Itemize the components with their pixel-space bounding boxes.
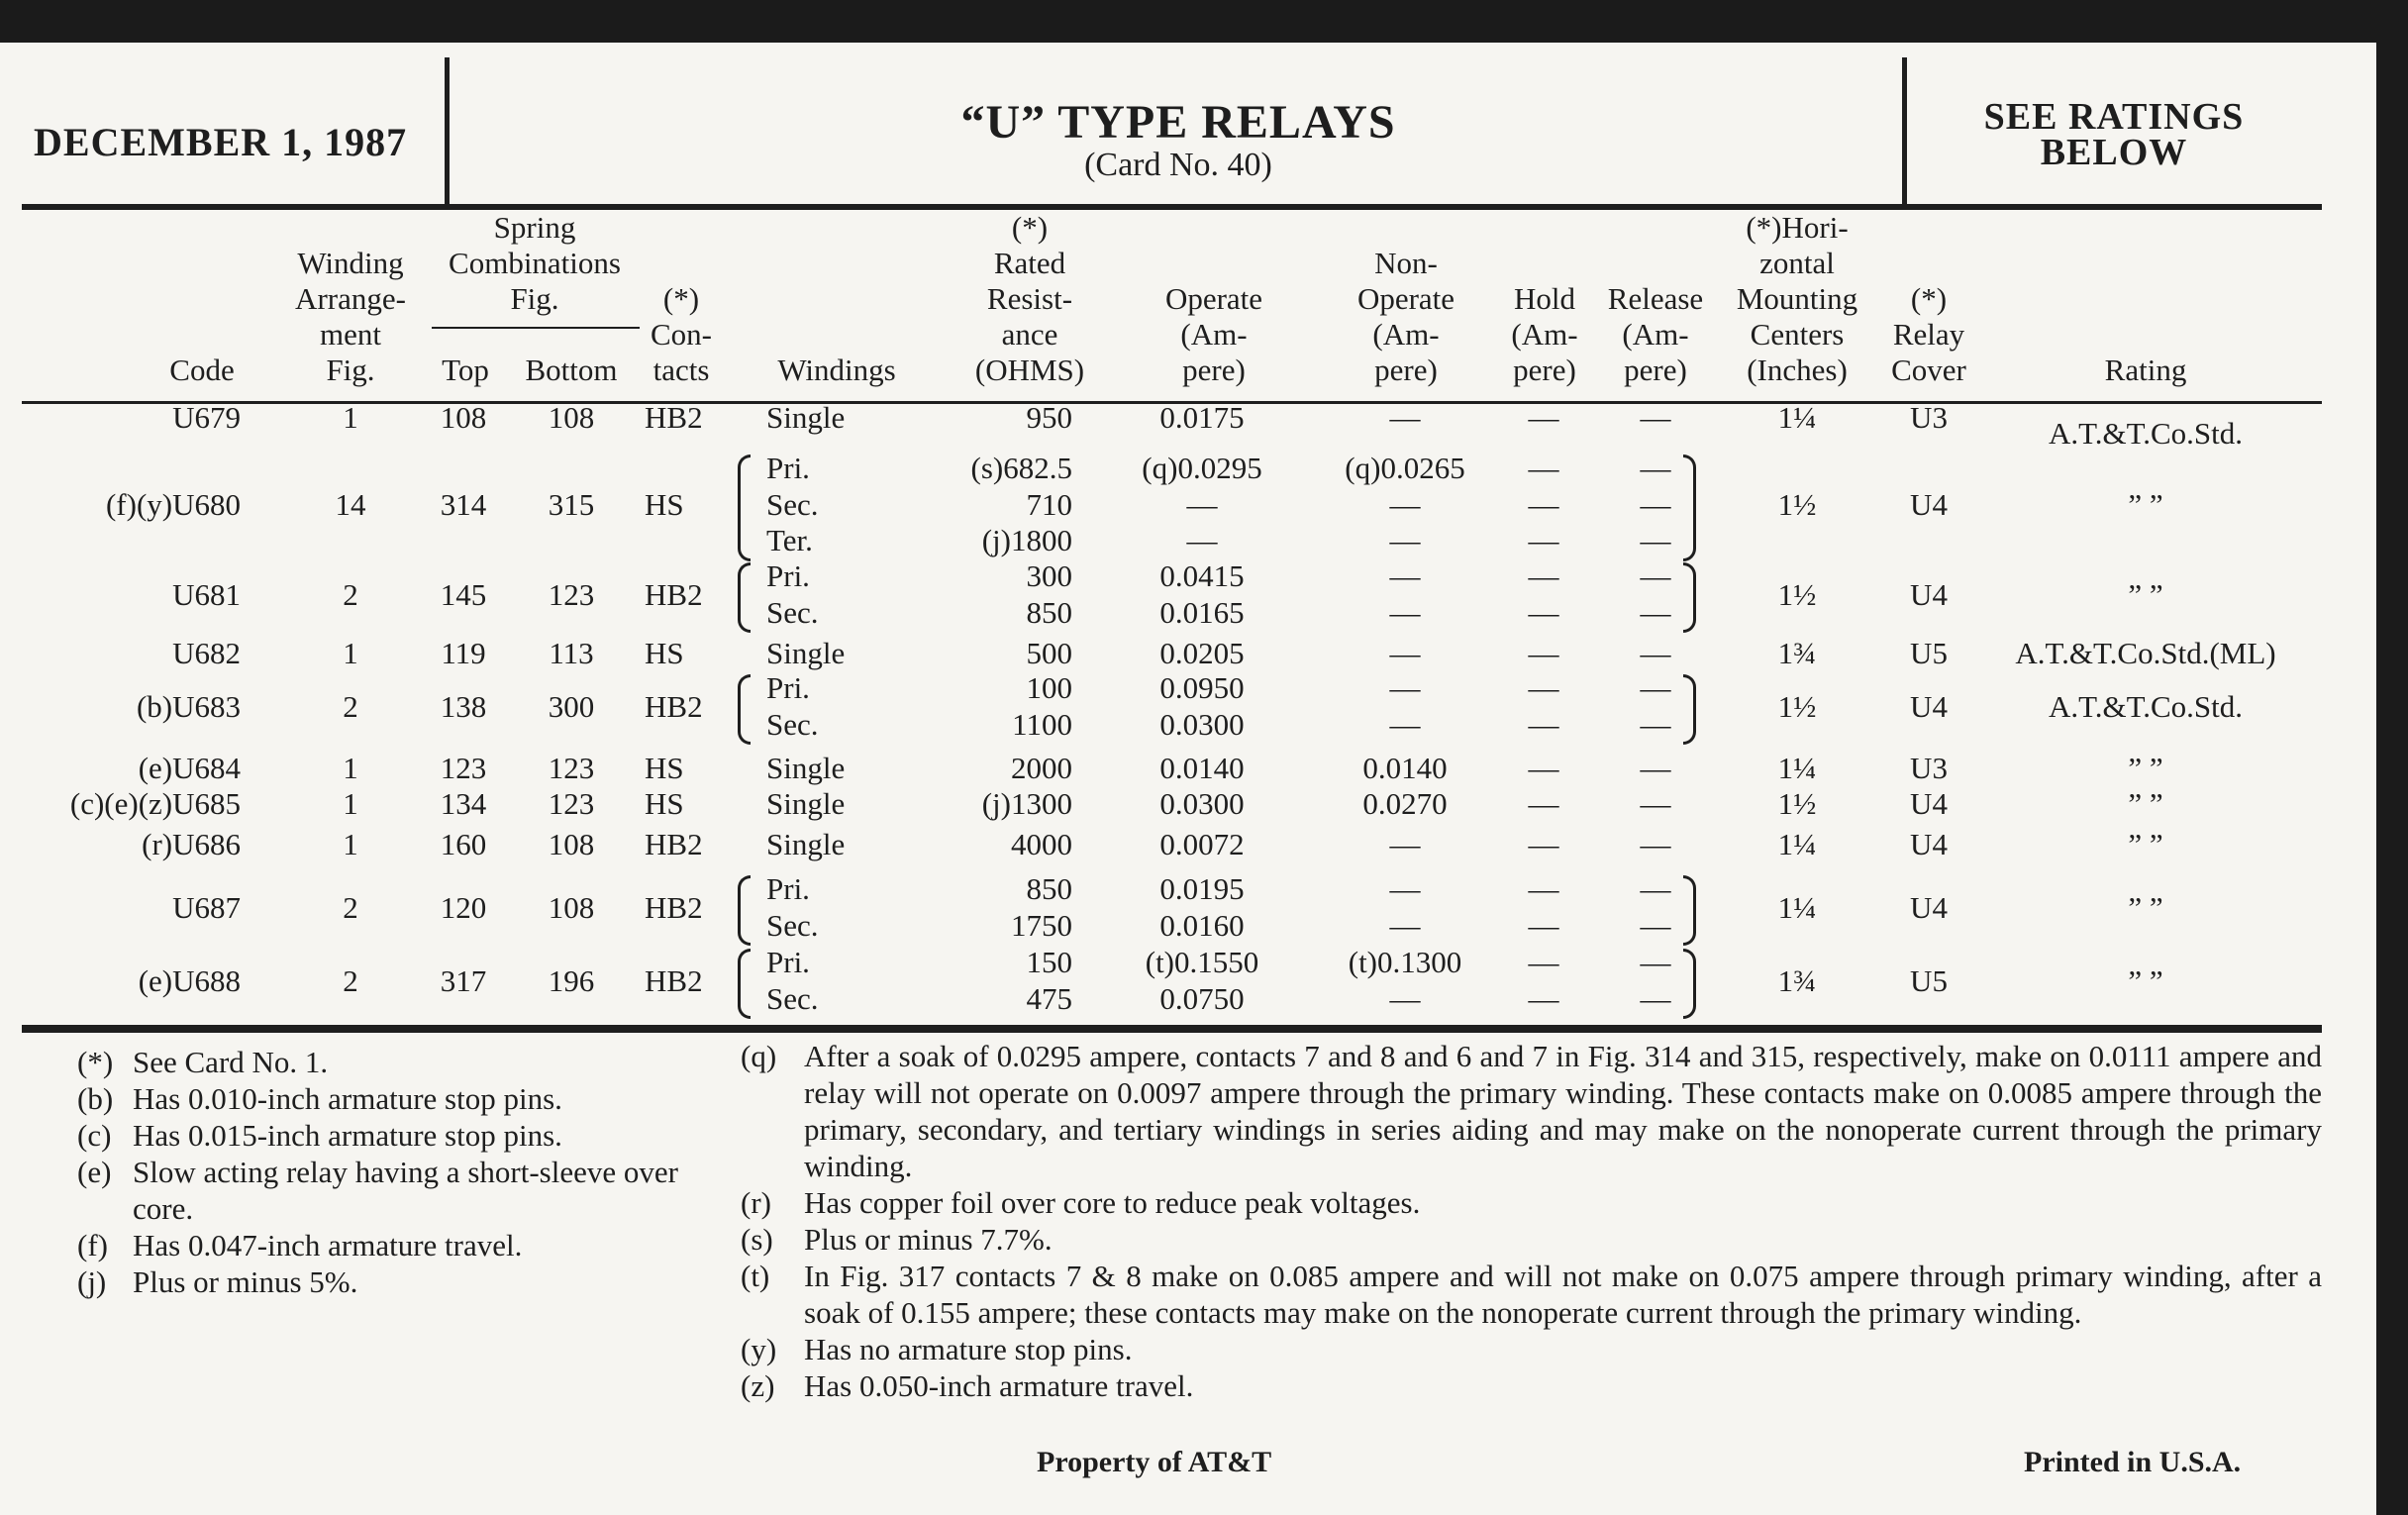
footnote-text: After a soak of 0.0295 ampere, contacts 7 and 8 and 6 and 7 in Fig. 314 and 315, respectively, make on 0.0111 ampere and relay will not operate on 0.0097 ampere through the primary winding. These contacts make on 0.0085 ampere through the primary, secondary, and tertiary windings in series aiding and may make on the nonoperate current through the primary winding.: [804, 1039, 2322, 1183]
col-mounting-line: Mounting: [1736, 281, 1858, 316]
footnote: [77, 1263, 691, 1300]
footnote: [741, 1184, 2322, 1221]
footnote-key: (z): [741, 1368, 775, 1403]
winding-name: Sec.: [766, 486, 819, 522]
rated-resistance: 850: [1026, 871, 1072, 906]
nonoperate-ampere: —: [1389, 636, 1421, 670]
winding-name: Single: [766, 400, 846, 435]
col-contacts: [651, 281, 712, 388]
contacts: HS: [645, 786, 684, 822]
contacts: HS: [645, 636, 684, 671]
footnote-key: (q): [741, 1039, 777, 1073]
footnote-text: See Card No. 1.: [133, 1045, 329, 1079]
right-brace: [1683, 875, 1696, 946]
contacts: HS: [645, 751, 684, 786]
right-brace: [1683, 562, 1696, 633]
footnote: [77, 1117, 691, 1154]
operate-ampere: —: [1186, 523, 1218, 557]
nonoperate-ampere: —: [1389, 523, 1421, 557]
release-ampere: —: [1640, 523, 1671, 557]
relay-cover: U5: [1910, 962, 1948, 998]
footnote-key: (b): [77, 1081, 114, 1116]
nonoperate-ampere: —: [1389, 486, 1421, 522]
col-resistance-line: Rated: [993, 246, 1066, 280]
rating: ” ”: [2128, 962, 2163, 998]
relay-code: (f)(y)U680: [105, 486, 241, 522]
col-code: [169, 353, 234, 388]
footnote-text: Has 0.050-inch armature travel.: [804, 1368, 1194, 1403]
col-mounting-line: Centers: [1750, 317, 1845, 352]
mounting-centers: 1½: [1777, 786, 1817, 822]
hold-ampere: —: [1528, 670, 1559, 705]
footnote-key: (f): [77, 1228, 108, 1262]
relay-code: U687: [172, 889, 241, 925]
nonoperate-ampere: —: [1389, 907, 1421, 943]
col-spring-line: Combinations: [449, 246, 621, 280]
hold-ampere: —: [1528, 945, 1559, 979]
rated-resistance: 1750: [1011, 907, 1072, 943]
operate-ampere: 0.0175: [1159, 400, 1245, 435]
col-mounting-line: zontal: [1759, 246, 1835, 280]
relay-cover: U3: [1910, 751, 1948, 786]
relay-cover: U4: [1910, 576, 1948, 612]
winding-name: Single: [766, 636, 846, 670]
rated-resistance: (j)1800: [981, 523, 1072, 557]
left-brace: [738, 949, 751, 1019]
col-contacts-line: (*): [662, 281, 700, 316]
spring-bottom: 300: [548, 688, 595, 724]
relay-code: (c)(e)(z)U685: [69, 786, 241, 822]
winding-fig: 2: [343, 962, 358, 998]
operate-ampere: 0.0072: [1159, 827, 1245, 861]
footnote-key: (*): [77, 1045, 114, 1079]
col-hold-line: (Am-: [1511, 317, 1578, 352]
right-brace: [1683, 454, 1696, 561]
winding-name: Sec.: [766, 706, 819, 742]
spring-bottom: 315: [548, 486, 595, 522]
col-nonoperate-line: Operate: [1356, 281, 1455, 316]
footnote-text: In Fig. 317 contacts 7 & 8 make on 0.085 ampere and will not make on 0.075 ampere through primary winding, after a soak of 0.155 ampere; these contacts may make on the nonoperate current through the primary winding.: [804, 1259, 2322, 1330]
winding-name: Single: [766, 786, 846, 821]
spring-top: 108: [440, 400, 487, 436]
footnote-key: (r): [741, 1185, 771, 1220]
header-rule: [22, 204, 2322, 210]
winding-name: Pri.: [766, 558, 810, 593]
footnote: [77, 1154, 691, 1227]
relay-cover: U4: [1910, 827, 1948, 862]
mounting-centers: 1¼: [1777, 751, 1817, 786]
rated-resistance: 100: [1026, 670, 1072, 705]
footnote-text: Slow acting relay having a short-sleeve over core.: [133, 1155, 678, 1226]
hold-ampere: —: [1528, 558, 1559, 593]
spring-top: 160: [440, 827, 487, 862]
winding-fig: 2: [343, 688, 358, 724]
relay-code: (e)U688: [138, 962, 241, 998]
nonoperate-ampere: 0.0270: [1362, 786, 1448, 821]
winding-name: Sec.: [766, 980, 819, 1016]
mounting-centers: 1½: [1777, 486, 1817, 522]
spring-rule: [432, 327, 640, 329]
col-resistance-line: Resist-: [986, 281, 1073, 316]
rated-resistance: (j)1300: [981, 786, 1072, 821]
rating: ” ”: [2128, 786, 2163, 822]
release-ampere: —: [1640, 980, 1671, 1016]
release-ampere: —: [1640, 827, 1671, 861]
contacts: HB2: [645, 688, 703, 724]
footnotes-left: [77, 1044, 691, 1300]
rating: A.T.&T.Co.Std.(ML): [2015, 636, 2276, 671]
table-bottom-rule: [22, 1025, 2322, 1033]
col-bottom-line: Bottom: [525, 353, 618, 387]
rated-resistance: 2000: [1011, 751, 1072, 785]
nonoperate-ampere: —: [1389, 827, 1421, 861]
operate-ampere: (q)0.0295: [1142, 451, 1262, 485]
mounting-centers: 1½: [1777, 688, 1817, 724]
hold-ampere: —: [1528, 751, 1559, 785]
property-notice: Property of AT&T: [1037, 1446, 1272, 1478]
operate-ampere: 0.0300: [1159, 786, 1245, 821]
rated-resistance: 850: [1026, 594, 1072, 630]
col-operate-line: Operate: [1164, 281, 1263, 316]
col-spring-combinations: [449, 210, 621, 317]
right-brace: [1683, 949, 1696, 1019]
left-brace: [738, 875, 751, 946]
nonoperate-ampere: (q)0.0265: [1345, 451, 1465, 485]
release-ampere: —: [1640, 451, 1671, 485]
winding-fig: 1: [343, 827, 358, 862]
header-divider-right: [1902, 57, 1907, 208]
left-brace: [738, 562, 751, 633]
footnote-key: (s): [741, 1222, 773, 1257]
winding-fig: 14: [335, 486, 366, 522]
hold-ampere: —: [1528, 786, 1559, 821]
footnote: [741, 1258, 2322, 1331]
col-top-line: Top: [442, 353, 489, 387]
footnote-text: Has 0.015-inch armature stop pins.: [133, 1118, 562, 1153]
mounting-centers: 1¾: [1777, 636, 1817, 671]
col-operate: [1165, 281, 1262, 388]
relay-code: U682: [172, 636, 241, 671]
spring-bottom: 123: [548, 786, 595, 822]
contacts: HB2: [645, 400, 703, 436]
rating: A.T.&T.Co.Std.: [2048, 416, 2244, 452]
operate-ampere: 0.0195: [1159, 871, 1245, 906]
rated-resistance: 475: [1026, 980, 1072, 1016]
hold-ampere: —: [1528, 980, 1559, 1016]
mounting-centers: 1½: [1777, 576, 1817, 612]
nonoperate-ampere: 0.0140: [1362, 751, 1448, 785]
winding-fig: 2: [343, 576, 358, 612]
operate-ampere: 0.0415: [1159, 558, 1245, 593]
footnote-key: (y): [741, 1332, 777, 1366]
contacts: HB2: [645, 889, 703, 925]
footnote-text: Has 0.047-inch armature travel.: [133, 1228, 523, 1262]
col-mounting: [1737, 210, 1857, 388]
hold-ampere: —: [1528, 827, 1559, 861]
rated-resistance: 1100: [1012, 706, 1072, 742]
spring-top: 120: [440, 889, 487, 925]
winding-fig: 1: [343, 400, 358, 436]
spring-top: 134: [440, 786, 487, 822]
footnote: [77, 1080, 691, 1117]
winding-name: Pri.: [766, 871, 810, 906]
contacts: HB2: [645, 827, 703, 862]
col-spring-line: Spring: [493, 210, 576, 245]
card-subtitle: (Card No. 40): [1084, 147, 1272, 183]
rating: ” ”: [2128, 889, 2163, 925]
col-winding-fig-line: Arrange-: [295, 281, 406, 316]
winding-name: Sec.: [766, 594, 819, 630]
relay-code: (r)U686: [142, 827, 241, 862]
mounting-centers: 1¼: [1777, 400, 1817, 436]
hold-ampere: —: [1528, 451, 1559, 485]
col-cover-line: (*): [1910, 281, 1948, 316]
spring-top: 317: [440, 962, 487, 998]
spring-bottom: 196: [548, 962, 595, 998]
footnote-text: Plus or minus 7.7%.: [804, 1222, 1053, 1257]
operate-ampere: 0.0950: [1159, 670, 1245, 705]
nonoperate-ampere: —: [1389, 706, 1421, 742]
footnote-text: Has 0.010-inch armature stop pins.: [133, 1081, 562, 1116]
col-winding-fig-line: Fig.: [326, 353, 375, 387]
hold-ampere: —: [1528, 486, 1559, 522]
mounting-centers: 1¼: [1777, 889, 1817, 925]
left-brace: [738, 674, 751, 745]
operate-ampere: (t)0.1550: [1145, 945, 1259, 979]
nonoperate-ampere: —: [1389, 871, 1421, 906]
rated-resistance: (s)682.5: [970, 451, 1072, 485]
spring-top: 145: [440, 576, 487, 612]
spring-top: 119: [441, 636, 486, 671]
footnote: [77, 1227, 691, 1263]
see-ratings-note: [1931, 96, 2297, 173]
relay-cover: U4: [1910, 486, 1948, 522]
col-rating-line: Rating: [2104, 353, 2187, 387]
col-operate-line: (Am-: [1180, 317, 1248, 352]
nonoperate-ampere: —: [1389, 558, 1421, 593]
see-ratings-line1: SEE RATINGS: [1983, 96, 2245, 138]
nonoperate-ampere: —: [1389, 400, 1421, 435]
col-mounting-line: (*)Hori-: [1746, 210, 1849, 245]
spring-top: 314: [440, 486, 487, 522]
relay-cover: U5: [1910, 636, 1948, 671]
col-cover: [1891, 281, 1966, 388]
col-cover-line: Cover: [1891, 353, 1966, 387]
footnote-text: Has no armature stop pins.: [804, 1332, 1133, 1366]
nonoperate-ampere: (t)0.1300: [1348, 945, 1462, 979]
rating: A.T.&T.Co.Std.: [2048, 688, 2244, 724]
col-resistance-line: (OHMS): [974, 353, 1085, 387]
col-mounting-line: (Inches): [1747, 353, 1848, 387]
hold-ampere: —: [1528, 636, 1559, 670]
release-ampere: —: [1640, 594, 1671, 630]
footnote: [77, 1044, 691, 1080]
col-release-line: pere): [1624, 353, 1687, 387]
relay-code: (b)U683: [136, 688, 241, 724]
winding-fig: 2: [343, 889, 358, 925]
footnote: [741, 1038, 2322, 1184]
release-ampere: —: [1640, 486, 1671, 522]
spring-bottom: 108: [548, 827, 595, 862]
relay-cover: U4: [1910, 889, 1948, 925]
footnote: [741, 1331, 2322, 1367]
rated-resistance: 150: [1026, 945, 1072, 979]
release-ampere: —: [1640, 706, 1671, 742]
contacts: HB2: [645, 962, 703, 998]
mounting-centers: 1¾: [1777, 962, 1817, 998]
release-ampere: —: [1640, 786, 1671, 821]
relay-code: U679: [172, 400, 241, 436]
col-release-line: (Am-: [1622, 317, 1689, 352]
winding-fig: 1: [343, 786, 358, 822]
spring-top: 138: [440, 688, 487, 724]
winding-name: Single: [766, 751, 846, 785]
operate-ampere: 0.0160: [1159, 907, 1245, 943]
rated-resistance: 4000: [1011, 827, 1072, 861]
nonoperate-ampere: —: [1389, 980, 1421, 1016]
relay-cover: U4: [1910, 688, 1948, 724]
release-ampere: —: [1640, 945, 1671, 979]
col-windings-line: Windings: [777, 353, 896, 387]
col-release-line: Release: [1607, 281, 1704, 316]
card-date: DECEMBER 1, 1987: [34, 120, 408, 164]
release-ampere: —: [1640, 670, 1671, 705]
winding-name: Single: [766, 827, 846, 861]
hold-ampere: —: [1528, 400, 1559, 435]
col-winding-fig-line: Winding: [297, 246, 404, 280]
release-ampere: —: [1640, 400, 1671, 435]
rating: ” ”: [2128, 576, 2163, 612]
relay-code: (e)U684: [138, 751, 241, 786]
printed-notice: Printed in U.S.A.: [2024, 1446, 2242, 1478]
release-ampere: —: [1640, 907, 1671, 943]
winding-name: Pri.: [766, 945, 810, 979]
col-nonoperate-line: (Am-: [1372, 317, 1440, 352]
winding-name: Pri.: [766, 670, 810, 705]
winding-name: Sec.: [766, 907, 819, 943]
col-release: [1608, 281, 1703, 388]
spring-top: 123: [440, 751, 487, 786]
footnote-key: (e): [77, 1155, 112, 1189]
operate-ampere: 0.0165: [1159, 594, 1245, 630]
col-hold-line: pere): [1513, 353, 1576, 387]
header-divider-left: [445, 57, 450, 208]
relay-cover: U4: [1910, 786, 1948, 822]
operate-ampere: 0.0750: [1159, 980, 1245, 1016]
col-hold: [1511, 281, 1577, 388]
col-top: [442, 353, 489, 388]
operate-ampere: 0.0205: [1159, 636, 1245, 670]
col-contacts-line: tacts: [652, 353, 710, 387]
spring-bottom: 108: [548, 889, 595, 925]
footnote: [741, 1367, 2322, 1404]
footnote-text: Plus or minus 5%.: [133, 1264, 358, 1299]
release-ampere: —: [1640, 871, 1671, 906]
col-resistance: [975, 210, 1084, 388]
rated-resistance: 300: [1026, 558, 1072, 593]
hold-ampere: —: [1528, 594, 1559, 630]
release-ampere: —: [1640, 558, 1671, 593]
col-code-line: Code: [169, 353, 235, 387]
winding-name: Pri.: [766, 451, 810, 485]
footnote: [741, 1221, 2322, 1258]
see-ratings-line2: BELOW: [2040, 132, 2188, 173]
col-windings: [777, 353, 895, 388]
footnote-key: (c): [77, 1118, 112, 1153]
rated-resistance: 710: [1026, 486, 1072, 522]
spring-bottom: 113: [549, 636, 594, 671]
footnote-key: (j): [77, 1264, 107, 1299]
footnotes-right: [741, 1038, 2322, 1404]
nonoperate-ampere: —: [1389, 670, 1421, 705]
operate-ampere: 0.0300: [1159, 706, 1245, 742]
spring-bottom: 108: [548, 400, 595, 436]
mounting-centers: 1¼: [1777, 827, 1817, 862]
rating: ” ”: [2128, 486, 2163, 522]
col-resistance-line: ance: [1001, 317, 1058, 352]
footnote-key: (t): [741, 1259, 770, 1293]
hold-ampere: —: [1528, 706, 1559, 742]
col-nonoperate-line: pere): [1374, 353, 1438, 387]
winding-name: Ter.: [766, 523, 813, 557]
col-operate-line: pere): [1182, 353, 1246, 387]
col-nonoperate: [1357, 246, 1455, 388]
col-cover-line: Relay: [1892, 317, 1965, 352]
relay-cover: U3: [1910, 400, 1948, 436]
hold-ampere: —: [1528, 907, 1559, 943]
hold-ampere: —: [1528, 523, 1559, 557]
col-bottom: [525, 353, 617, 388]
contacts: HB2: [645, 576, 703, 612]
contacts: HS: [645, 486, 684, 522]
col-nonoperate-line: Non-: [1374, 246, 1438, 280]
card-title: “U” TYPE RELAYS: [960, 96, 1396, 149]
rated-resistance: 950: [1026, 400, 1072, 435]
operate-ampere: —: [1186, 486, 1218, 522]
spring-bottom: 123: [548, 576, 595, 612]
left-brace: [738, 454, 751, 561]
release-ampere: —: [1640, 751, 1671, 785]
spring-bottom: 123: [548, 751, 595, 786]
col-contacts-line: Con-: [651, 317, 712, 352]
winding-fig: 1: [343, 751, 358, 786]
rating: ” ”: [2128, 751, 2163, 786]
right-brace: [1683, 674, 1696, 745]
col-rating: [2105, 353, 2187, 388]
col-resistance-line: (*): [1011, 210, 1049, 245]
col-spring-line: Fig.: [510, 281, 559, 316]
rating: ” ”: [2128, 827, 2163, 862]
winding-fig: 1: [343, 636, 358, 671]
nonoperate-ampere: —: [1389, 594, 1421, 630]
footnote-text: Has copper foil over core to reduce peak voltages.: [804, 1185, 1421, 1220]
relay-code: U681: [172, 576, 241, 612]
col-winding-fig: [295, 246, 406, 388]
operate-ampere: 0.0140: [1159, 751, 1245, 785]
col-hold-line: Hold: [1514, 281, 1575, 316]
release-ampere: —: [1640, 636, 1671, 670]
rated-resistance: 500: [1026, 636, 1072, 670]
col-winding-fig-line: ment: [319, 317, 381, 352]
hold-ampere: —: [1528, 871, 1559, 906]
